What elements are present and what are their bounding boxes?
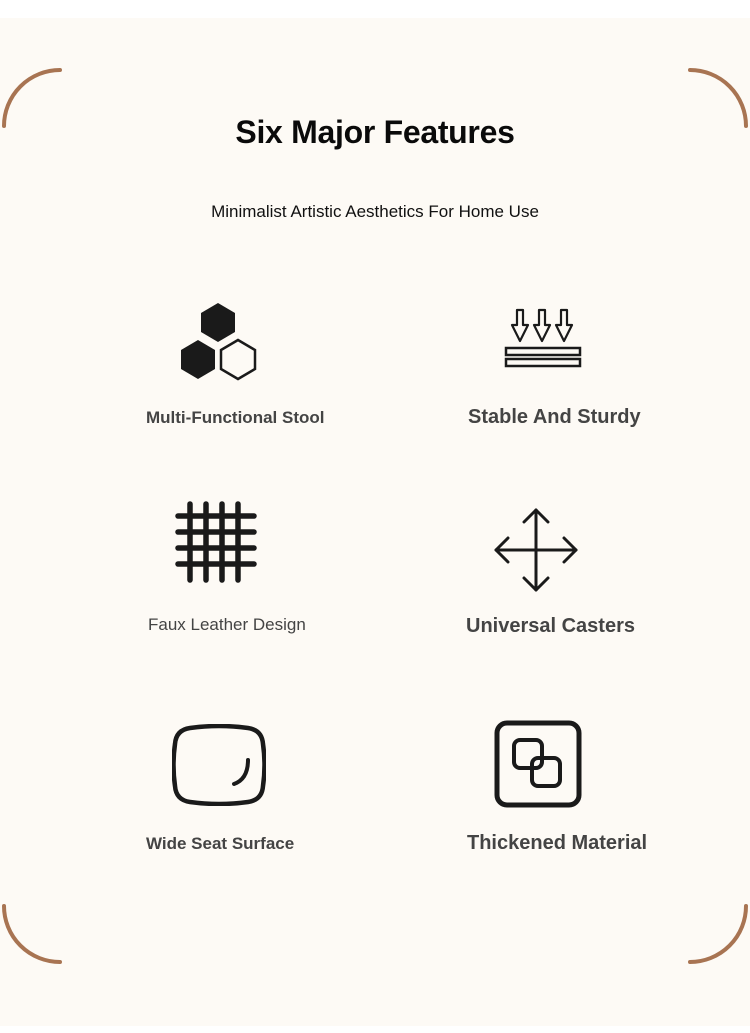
hexagons-icon	[176, 300, 260, 382]
feature-label-universal-casters: Universal Casters	[466, 615, 635, 637]
grid-weave-icon	[174, 500, 258, 584]
feature-label-wide-seat: Wide Seat Surface	[146, 834, 295, 853]
feature-label-stable-sturdy: Stable And Sturdy	[468, 406, 641, 428]
four-way-arrows-icon	[492, 506, 580, 594]
feature-label-multi-functional: Multi-Functional Stool	[146, 408, 325, 427]
feature-label-faux-leather: Faux Leather Design	[148, 615, 306, 634]
corner-bottom-left-decoration	[0, 900, 66, 966]
feature-label-thickened-material: Thickened Material	[467, 832, 648, 854]
seat-cushion-icon	[172, 724, 266, 806]
pressure-arrows-icon	[503, 308, 583, 370]
overlapping-squares-icon	[494, 720, 582, 808]
corner-bottom-right-decoration	[684, 900, 750, 966]
feature-panel	[0, 18, 750, 1026]
page-title: Six Major Features	[235, 114, 515, 150]
page-subtitle: Minimalist Artistic Aesthetics For Home Use	[211, 202, 539, 221]
